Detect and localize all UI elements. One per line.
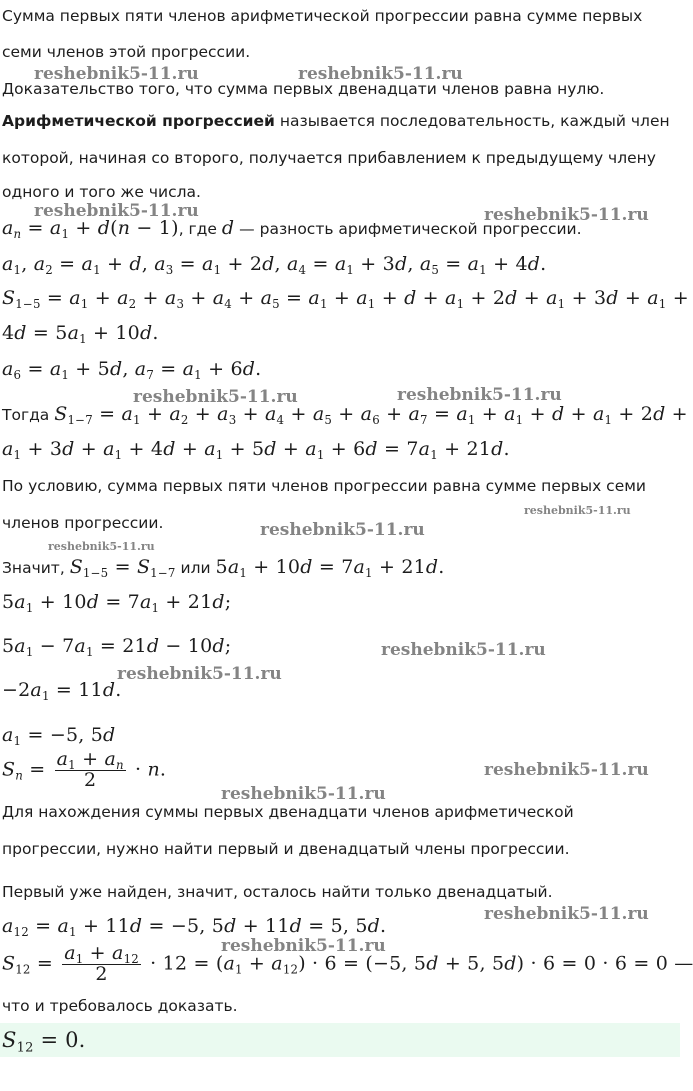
znachit-line: Значит, $S_{1-5} = S_{1-7}$ или $5a_1 + 10d = 7a_1 + 21d$.: [2, 556, 445, 581]
s1-5-formula-line-1: $S_{1-5} = a_1 + a_2 + a_3 + a_4 + a_5 = a_1 + a_1 + d + a_1 + 2d + a_1 + 3d + a_1$ +: [2, 287, 689, 312]
watermark: reshebnik5-11.ru: [260, 520, 425, 540]
definition-line-2: которой, начиная со второго, получается прибавлением к предыдущему члену: [2, 149, 656, 167]
problem-line-3: Доказательство того, что сумма первых двенадцати членов равна нулю.: [2, 80, 605, 98]
problem-line-2: семи членов этой прогрессии.: [2, 43, 251, 61]
definition-rest: называется последовательность, каждый член: [274, 112, 670, 130]
equation-step-4: $a_1 = -5$, 5d: [2, 724, 116, 749]
problem-line-1: Сумма первых пяти членов арифметической прогрессии равна сумме первых: [2, 7, 643, 25]
find-line-2: прогрессии, нужно найти первый и двенадцатый члены прогрессии.: [2, 840, 570, 858]
answer-box: [0, 1023, 680, 1057]
watermark: reshebnik5-11.ru: [34, 64, 199, 84]
s12-formula: $S_{12}$ = $\frac{a_1 + a_{12}}{2}$ · $12 = (a_1 + a_{12}) \cdot 6 = (-5$, 5d + 5, 5d) · 6 = 0 · 6 = 0 —: [2, 942, 693, 985]
s1-5-formula-line-2: $4d = 5a_1 + 10d$.: [2, 322, 159, 347]
s1-7-formula-line-2: $a_1 + 3d + a_1 + 4d + a_1 + 5d + a_1 + 6d = 7a_1 + 21d$.: [2, 438, 510, 463]
definition-term: Арифметической прогрессией: [2, 112, 275, 130]
first-found-line: Первый уже найден, значит, осталось найти только двенадцатый.: [2, 883, 553, 901]
watermark: reshebnik5-11.ru: [34, 201, 199, 221]
equation-step-1: $5a_1 + 10d = 7a_1 + 21d$;: [2, 591, 232, 616]
general-term-formula: $a_n = a_1 + d(n - 1)$, где d — разность арифметической прогрессии.: [2, 217, 582, 242]
definition-line-1: [2, 114, 670, 130]
equation-step-2: $5a_1 - 7a_1 = 21d - 10d$;: [2, 635, 232, 660]
watermark: reshebnik5-11.ru: [381, 640, 546, 660]
s1-7-formula-line-1: Тогда $S_{1-7} = a_1 + a_2 + a_3 + a_4 + a_5 + a_6 + a_7 = a_1 + a_1 + d + a_1 + 2d$ +: [2, 403, 688, 428]
condition-line-2: членов прогрессии.: [2, 514, 164, 532]
definition-line-3: одного и того же числа.: [2, 183, 201, 201]
ili-text: или: [175, 559, 216, 577]
condition-line-1: По условию, сумма первых пяти членов прогрессии равна сумме первых семи: [2, 477, 646, 495]
answer-formula: $S_{12} = 0$.: [2, 1028, 86, 1056]
znachit-text: Значит,: [2, 559, 70, 577]
sn-formula: $S_n$ = $\frac{a_1 + a_n}{2}$ · n.: [2, 748, 167, 791]
dash-text: — разность арифметической прогрессии.: [234, 220, 582, 238]
terms-formula: $a_1$, $a_2 = a_1 + d$, $a_3 = a_1 + 2d$, $a_4 = a_1 + 3d$, $a_5 = a_1 + 4d$.: [2, 253, 547, 278]
a6-a7-formula: $a_6 = a_1 + 5d$, $a_7 = a_1 + 6d$.: [2, 358, 262, 383]
watermark: reshebnik5-11.ru: [484, 205, 649, 225]
watermark: reshebnik5-11.ru: [117, 664, 282, 684]
s12-fraction: $\frac{a_1 + a_{12}}{2}$: [64, 942, 139, 985]
togda-text: Тогда: [2, 406, 55, 424]
watermark: reshebnik5-11.ru: [221, 936, 386, 956]
watermark: reshebnik5-11.ru: [133, 387, 298, 407]
watermark: reshebnik5-11.ru: [221, 784, 386, 804]
equation-step-3: $-2a_1 = 11d$.: [2, 679, 122, 704]
a12-formula: $a_{12} = a_1 + 11d = -5$, 5d + 11d = 5, 5d.: [2, 915, 387, 940]
watermark: reshebnik5-11.ru: [524, 504, 631, 517]
where-text: , где: [178, 220, 222, 238]
find-line-1: Для нахождения суммы первых двенадцати членов арифметической: [2, 803, 574, 821]
watermark: reshebnik5-11.ru: [48, 540, 155, 553]
watermark: reshebnik5-11.ru: [397, 385, 562, 405]
watermark: reshebnik5-11.ru: [484, 760, 649, 780]
watermark: reshebnik5-11.ru: [484, 904, 649, 924]
watermark: reshebnik5-11.ru: [298, 64, 463, 84]
sn-fraction: $\frac{a_1 + a_n}{2}$: [56, 748, 124, 791]
qed-line: что и требовалось доказать.: [2, 997, 238, 1015]
